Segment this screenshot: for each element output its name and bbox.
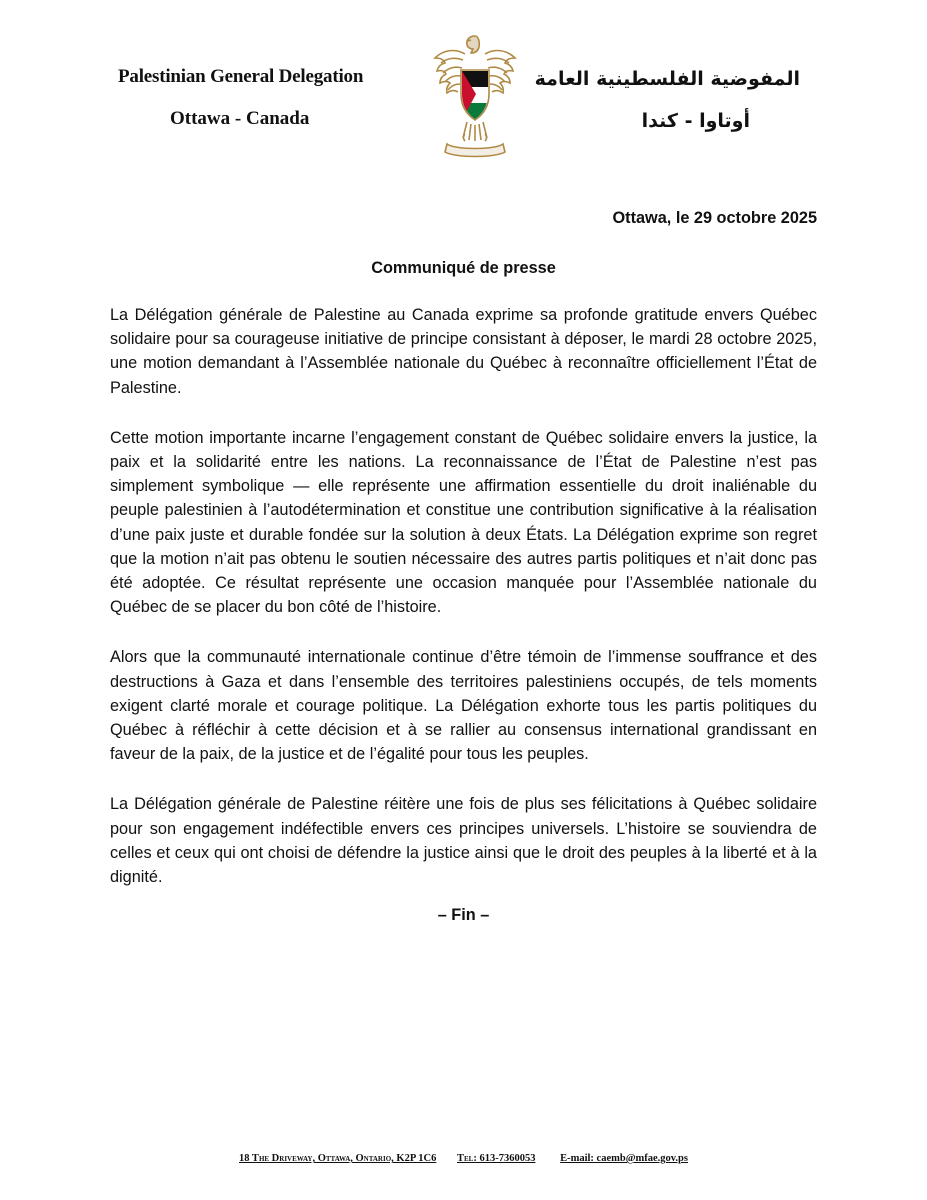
- date-line: Ottawa, le 29 octobre 2025: [612, 209, 817, 227]
- footer-email: E-mail: caemb@mfae.gov.ps: [560, 1153, 688, 1164]
- letterhead-arabic: [534, 68, 800, 132]
- footer-address: 18 The Driveway, Ottawa, Ontario, K2P 1C6: [239, 1153, 437, 1164]
- footer-contact: [0, 1153, 927, 1164]
- paragraph: La Délégation générale de Palestine au Canada exprime sa profonde gratitude envers Québec solidaire pour sa courageuse initiative de principe consistant à déposer, le mardi 28 octobre 2025, une motion demandant à l’Assemblée nationale du Québec à reconnaître officiellement l’État de Palestine.: [110, 306, 817, 397]
- organization-name-ar: المفوضية الفلسطينية العامة: [534, 68, 800, 90]
- organization-name-en: Palestinian General Delegation: [118, 66, 364, 87]
- document-title: Communiqué de presse: [371, 259, 556, 277]
- paragraph: La Délégation générale de Palestine réitère une fois de plus ses félicitations à Québec solidaire pour son engagement indéfectible envers ces principes universels. L’histoire se souviendra de celles et ceux qui ont choisi de défendre la justice ainsi que le droit des peuples à la liberté et à la dignité.: [110, 795, 817, 887]
- palestinian-eagle-emblem-icon: [427, 30, 523, 164]
- press-release-body: [110, 303, 817, 915]
- paragraph: Alors que la communauté internationale continue d’être témoin de l’immense souffrance et des destructions à Gaza et dans l’ensemble des territoires palestiniens occupés, de tels moments exigent clarté morale et courage politique. La Délégation exhorte tous les partis politiques du Québec à réfléchir à cette décision et à se rallier au consensus international grandissant en faveur de la paix, de la justice et de l’égalité pour tous les peuples.: [110, 648, 817, 764]
- paragraph: Cette motion importante incarne l’engagement constant de Québec solidaire envers la justice, la paix et la solidarité entre les nations. La reconnaissance de l’État de Palestine n’est pas simplement symbolique — elle représente une affirmation essentielle du droit inaliénable du peuple palestinien à l’autodétermination et constitue une contribution significative à la réalisation d’une paix juste et durable fondée sur la solution à deux États. La Délégation exprime son regret que la motion n’ait pas obtenu le soutien nécessaire des autres partis politiques et n’ait donc pas été adoptée. Ce résultat représente une occasion manquée pour l’Assemblée nationale du Québec de se placer du bon côté de l’histoire.: [110, 428, 817, 617]
- organization-city-ar: أوتاوا - كندا: [641, 110, 750, 132]
- end-mark: – Fin –: [437, 906, 490, 924]
- letterhead-english: [118, 66, 388, 130]
- footer-telephone: Tel: 613-7360053: [457, 1153, 536, 1164]
- organization-city-en: Ottawa - Canada: [170, 108, 310, 129]
